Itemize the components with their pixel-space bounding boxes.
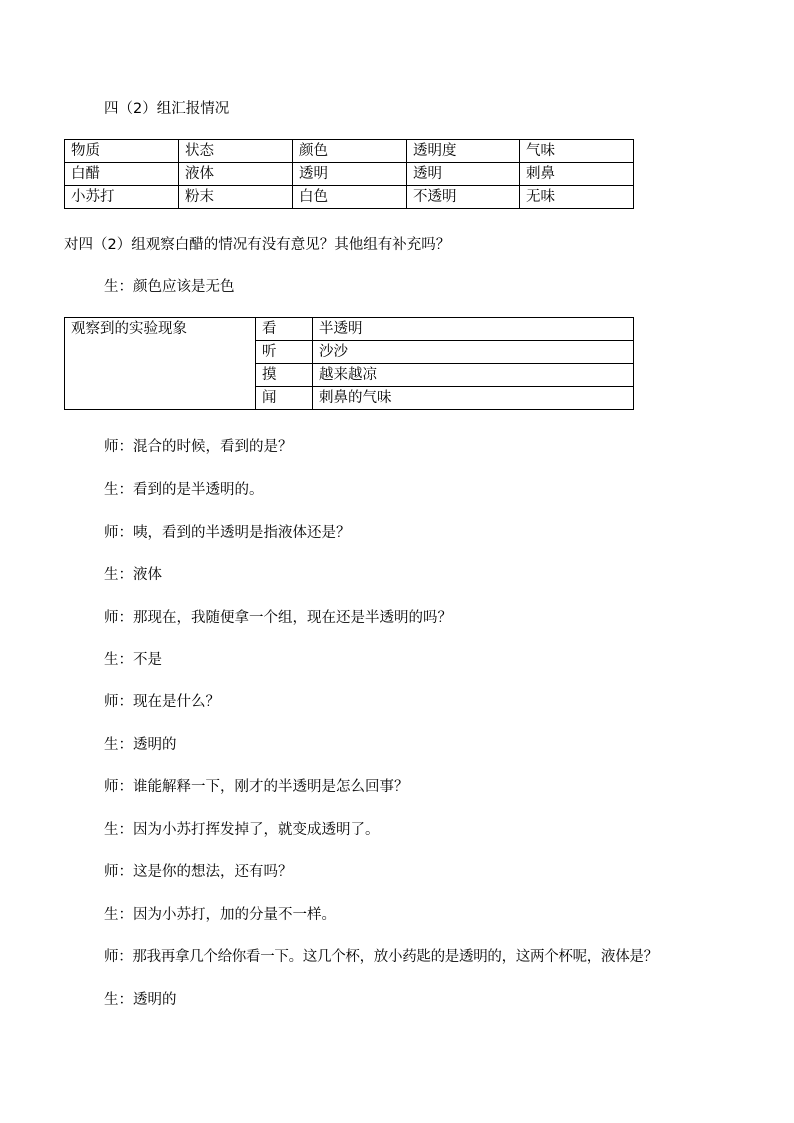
dialogue-line: 生：液体	[104, 567, 162, 583]
student-reply: 生：颜色应该是无色	[104, 279, 235, 295]
dialogue-line: 生：因为小苏打，加的分量不一样。	[104, 907, 336, 923]
dialogue-line: 师：现在是什么？	[104, 694, 220, 710]
dialogue-line: 师：这是你的想法，还有吗？	[104, 864, 293, 880]
dialogue-line: 师：混合的时候，看到的是？	[104, 439, 293, 455]
dialogue-line: 生：透明的	[104, 737, 177, 753]
observation-label: 观察到的实验现象	[65, 318, 256, 410]
table-header-cell: 气味	[520, 140, 634, 163]
table-header-cell: 颜色	[293, 140, 407, 163]
dialogue-line: 生：透明的	[104, 992, 177, 1008]
dialogue-line: 师：谁能解释一下，刚才的半透明是怎么回事？	[104, 779, 409, 795]
question-text: 对四（2）组观察白醋的情况有没有意见？其他组有补充吗？	[64, 237, 451, 253]
table-cell: 摸	[256, 364, 313, 387]
table-cell: 透明	[407, 163, 520, 186]
dialogue-line: 生：不是	[104, 652, 162, 668]
table-cell: 刺鼻	[520, 163, 634, 186]
table-row	[65, 163, 634, 186]
dialogue-line: 师：咦，看到的半透明是指液体还是？	[104, 525, 351, 541]
table-cell: 不透明	[407, 186, 520, 209]
table-cell: 透明	[293, 163, 407, 186]
table-row	[65, 318, 634, 341]
dialogue-line: 生：因为小苏打挥发掉了，就变成透明了。	[104, 822, 380, 838]
table-header-row	[65, 140, 634, 163]
table-cell: 听	[256, 341, 313, 364]
dialogue-line: 生：看到的是半透明的。	[104, 482, 264, 498]
table-cell: 无味	[520, 186, 634, 209]
table-header-cell: 透明度	[407, 140, 520, 163]
table-header-cell: 物质	[65, 140, 179, 163]
table-cell: 白醋	[65, 163, 179, 186]
table-cell: 看	[256, 318, 313, 341]
table-cell: 闻	[256, 387, 313, 410]
table-cell: 粉末	[179, 186, 293, 209]
dialogue-line: 师：那我再拿几个给你看一下。这几个杯，放小药匙的是透明的，这两个杯呢，液体是？	[104, 949, 658, 965]
table-row	[65, 186, 634, 209]
table-cell: 液体	[179, 163, 293, 186]
table-cell: 沙沙	[313, 341, 634, 364]
dialogue-line: 师：那现在，我随便拿一个组，现在还是半透明的吗？	[104, 610, 452, 626]
table-cell: 刺鼻的气味	[313, 387, 634, 410]
report-table	[64, 139, 634, 209]
observation-table	[64, 317, 634, 410]
table-cell: 越来越凉	[313, 364, 634, 387]
table-cell: 小苏打	[65, 186, 179, 209]
table-cell: 白色	[293, 186, 407, 209]
table-cell: 半透明	[313, 318, 634, 341]
section-heading: 四（2）组汇报情况	[104, 101, 230, 117]
table-header-cell: 状态	[179, 140, 293, 163]
